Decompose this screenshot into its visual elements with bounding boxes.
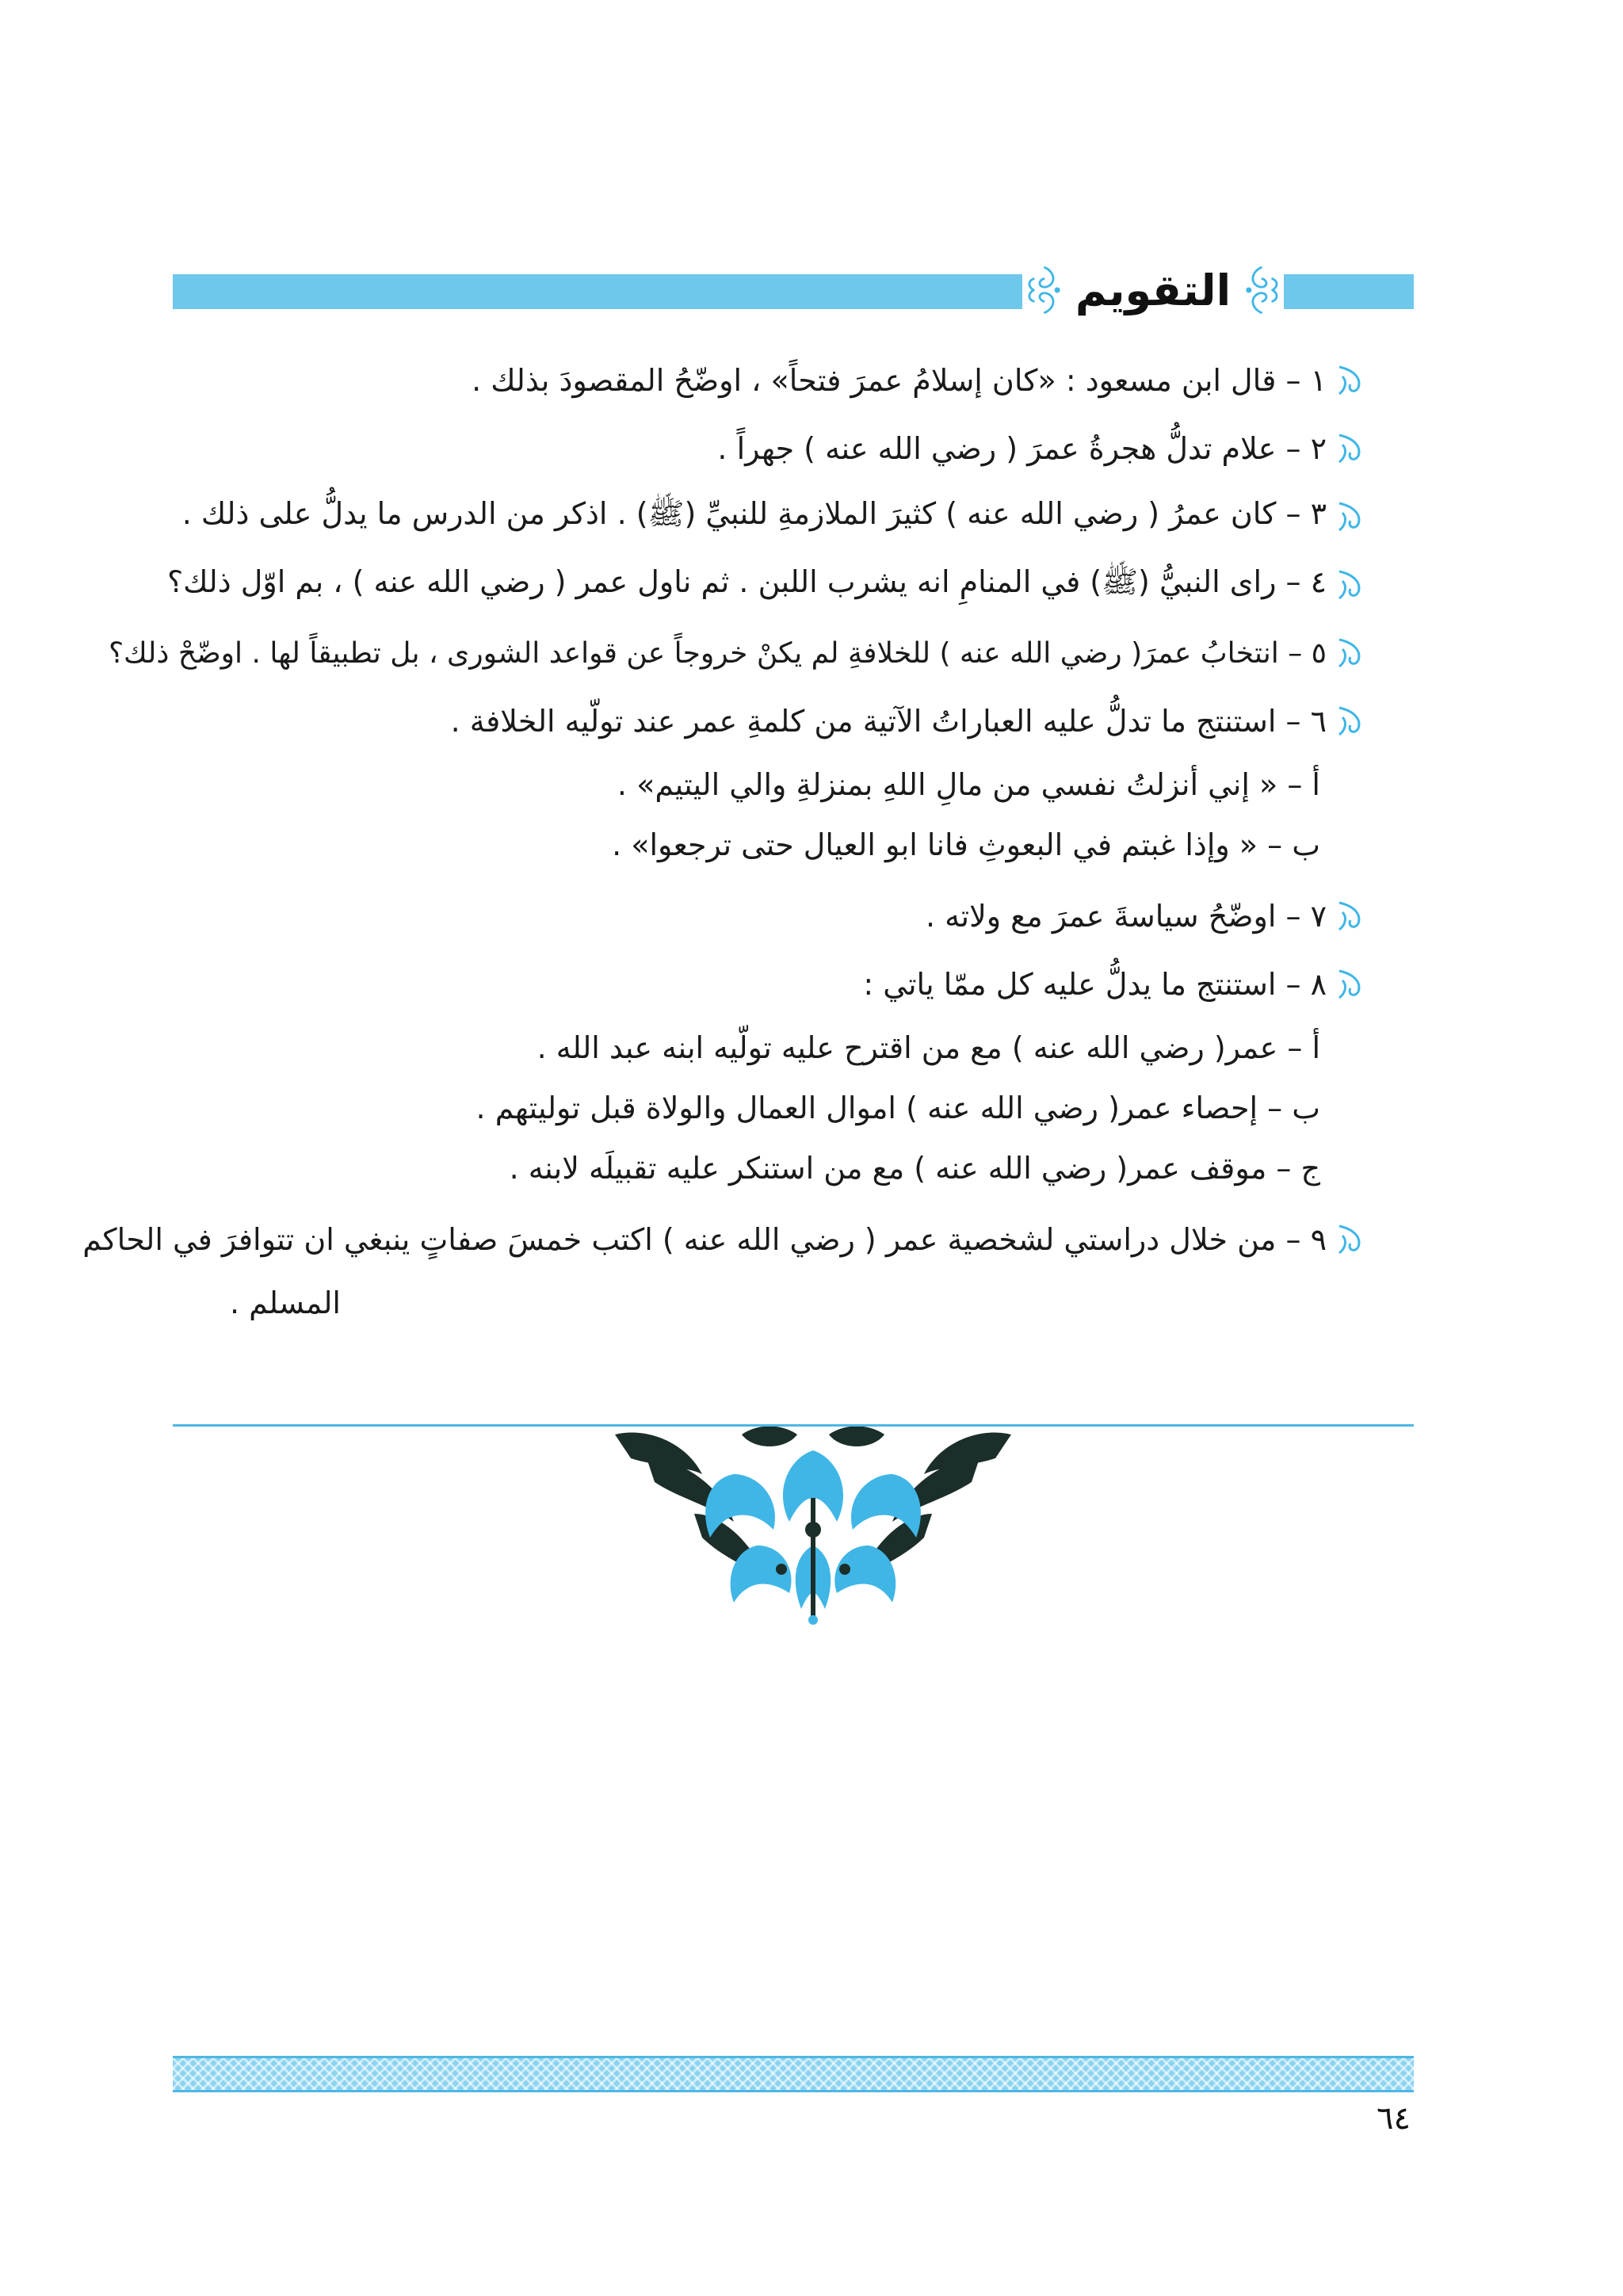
question-text: ٣ – كان عمرُ ( رضي الله عنه ) كثيرَ الملازمةِ للنبيِّ (ﷺ) . اذكر من الدرس ما يدلُّ على ذلك . bbox=[181, 495, 1327, 531]
question-text: ٤ – راى النبيُّ (ﷺ) في المنامِ انه يشرب اللبن . ثم ناول عمر ( رضي الله عنه ) ، بم اوّل ذلك؟ bbox=[166, 563, 1327, 599]
sub-item: ج – موقف عمر( رضي الله عنه ) مع من استنكر عليه تقبيلَه لابنه . bbox=[509, 1151, 1320, 1186]
flourish-bullet-icon bbox=[1335, 499, 1371, 535]
list-item bbox=[451, 690, 1371, 753]
question-text: ٦ – استنتج ما تدلُّ عليه العباراتُ الآتية من كلمةِ عمر عند تولّيه الخلافة . bbox=[450, 704, 1327, 739]
question-text: ٩ – من خلال دراستي لشخصية عمر ( رضي الله عنه ) اكتب خمسَ صفاتٍ ينبغي ان تتوافرَ في الحاكم bbox=[82, 1222, 1327, 1257]
flourish-ornament-icon bbox=[1239, 254, 1284, 327]
flourish-bullet-icon bbox=[1335, 567, 1371, 603]
question-text: ٥ – انتخابُ عمرَ( رضي الله عنه ) للخلافةِ لم يكنْ خروجاً عن قواعد الشورى ، بل تطبيقاً لها . اوضّحْ ذلك؟ bbox=[108, 636, 1327, 670]
list-item bbox=[82, 1208, 1371, 1271]
flourish-bullet-icon bbox=[1335, 362, 1371, 399]
question-text: ٧ – اوضّحُ سياسةَ عمرَ مع ولاته . bbox=[925, 899, 1327, 934]
flourish-bullet-icon bbox=[1335, 898, 1371, 934]
list-item bbox=[472, 349, 1371, 412]
sub-item: أ – عمر( رضي الله عنه ) مع من اقترح عليه تولّيه ابنه عبد الله . bbox=[537, 1030, 1320, 1065]
list-item bbox=[182, 485, 1371, 548]
floral-ornament-icon bbox=[599, 1427, 1027, 1625]
list-item bbox=[717, 417, 1371, 480]
flourish-ornament-icon bbox=[1022, 254, 1067, 327]
list-item bbox=[926, 884, 1371, 948]
footer-band bbox=[173, 2056, 1414, 2092]
flourish-bullet-icon bbox=[1335, 430, 1371, 467]
question-continuation: المسلم . bbox=[229, 1286, 341, 1320]
question-text: ٨ – استنتج ما يدلُّ عليه كل ممّا ياتي : bbox=[863, 967, 1327, 1002]
sub-item: أ – « إني أنزلتُ نفسي من مالِ اللهِ بمنزلةِ والي اليتيم» . bbox=[617, 767, 1320, 802]
question-text: ١ – قال ابن مسعود : «كان إسلامُ عمرَ فتحاً» ، اوضّحُ المقصودَ بذلك . bbox=[472, 363, 1327, 398]
section-header bbox=[1022, 250, 1284, 330]
flourish-bullet-icon bbox=[1335, 966, 1371, 1003]
flourish-bullet-icon bbox=[1335, 635, 1371, 671]
list-item bbox=[109, 621, 1371, 685]
page-number: ٦٤ bbox=[1377, 2100, 1411, 2137]
list-item bbox=[167, 553, 1371, 617]
sub-item: ب – « وإذا غبتم في البعوثِ فانا ابو العيال حتى ترجعوا» . bbox=[612, 827, 1320, 862]
question-text: ٢ – علام تدلُّ هجرةُ عمرَ ( رضي الله عنه ) جهراً . bbox=[717, 431, 1327, 466]
section-title: التقويم bbox=[1075, 265, 1232, 315]
flourish-bullet-icon bbox=[1335, 703, 1371, 739]
sub-item: ب – إحصاء عمر( رضي الله عنه ) اموال العمال والولاة قبل توليتهم . bbox=[475, 1091, 1320, 1125]
list-item bbox=[863, 953, 1371, 1016]
flourish-bullet-icon bbox=[1335, 1221, 1371, 1258]
